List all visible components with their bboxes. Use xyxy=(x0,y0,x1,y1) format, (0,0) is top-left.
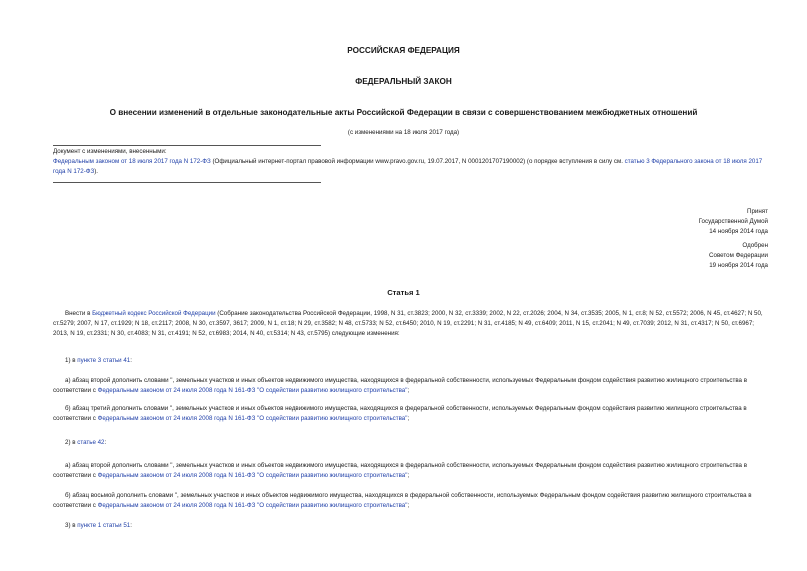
item-2b-link[interactable]: Федеральным законом от 24 июля 2008 года N 161-ФЗ "О содействии развитию жилищного строительства" xyxy=(97,501,408,509)
doc-type-heading: ФЕДЕРАЛЬНЫЙ ЗАКОН xyxy=(355,77,452,86)
item-2-post: : xyxy=(104,439,107,446)
amendments-body xyxy=(53,157,773,177)
divider-top xyxy=(53,145,321,146)
law-title: О внесении изменений в отдельные законодательные акты Российской Федерации в связи с совершенствованием межбюджетных отношений xyxy=(109,108,698,117)
budget-code-link[interactable]: Бюджетный кодекс Российской Федерации xyxy=(92,310,216,317)
item-1-link[interactable]: пункте 3 статьи 41 xyxy=(77,357,131,364)
item-1-post: : xyxy=(130,357,132,364)
item-1b-paragraph xyxy=(53,404,769,424)
item-1b-post: ; xyxy=(407,414,410,422)
council-date: 19 ноября 2014 года xyxy=(709,261,768,269)
item-2b-post: ; xyxy=(407,501,410,509)
item-1a-post: ; xyxy=(407,386,410,394)
item-2a-paragraph xyxy=(53,461,769,481)
amendment-law-link[interactable]: Федеральным законом от 18 июля 2017 года N 172-ФЗ xyxy=(53,157,211,165)
item-3-paragraph xyxy=(53,521,769,531)
item-1a-text: а) абзац второй дополнить словами ", земельных участков и иных объектов недвижимого имущества, находящихся в федеральной собственности, используемых Федеральным фондом содействия развитию жилищного строительства в соответствии с xyxy=(53,377,748,394)
duma-date: 14 ноября 2014 года xyxy=(709,227,768,235)
amendments-label: Документ с изменениями, внесенными: xyxy=(53,148,167,155)
item-3-link[interactable]: пункте 1 статьи 51 xyxy=(77,522,131,529)
amendment-article-link[interactable]: статью 3 Федерального закона от 18 июля 2017 года N 172-ФЗ xyxy=(53,157,763,175)
intro-pre-text: Внести в xyxy=(65,310,93,317)
adoption-council xyxy=(709,241,768,271)
adoption-duma xyxy=(699,207,768,237)
item-3-post: : xyxy=(130,522,132,529)
item-2-paragraph xyxy=(53,438,769,448)
item-2b-paragraph xyxy=(53,491,769,511)
item-1a-paragraph xyxy=(53,376,769,396)
item-1a-link[interactable]: Федеральным законом от 24 июля 2008 года N 161-ФЗ "О содействии развитию жилищного строительства" xyxy=(97,386,408,394)
item-1-pre: 1) в xyxy=(65,357,78,364)
item-3-pre: 3) в xyxy=(65,522,78,529)
country-heading: РОССИЙСКАЯ ФЕДЕРАЦИЯ xyxy=(347,46,460,55)
article-title: Статья 1 xyxy=(387,288,420,297)
item-1b-text: б) абзац третий дополнить словами ", земельных участков и иных объектов недвижимого имущества, находящихся в федеральной собственности, используемых Федеральным фондом содействия развитию жилищного строительства в соответствии с xyxy=(53,405,747,422)
item-2a-text: а) абзац второй дополнить словами ", земельных участков и иных объектов недвижимого имущества, находящихся в федеральной собственности, используемых Федеральным фондом содействия развитию жилищного строительства в соответствии с xyxy=(53,462,748,479)
amendment-source-text: (Официальный интернет-портал правовой информации www.pravo.gov.ru, 19.07.2017, N 0001201707190002) (о порядке вступления в силу см. xyxy=(210,157,625,165)
approved-label: Одобрен xyxy=(742,242,768,249)
duma-label: Государственной Думой xyxy=(698,217,768,225)
item-1-paragraph xyxy=(53,356,769,366)
item-2-pre: 2) в xyxy=(65,439,78,446)
amendments-note xyxy=(53,147,773,177)
council-label: Советом Федерации xyxy=(709,251,768,259)
adopted-label: Принят xyxy=(747,208,768,215)
item-2a-post: ; xyxy=(407,471,410,479)
item-1b-link[interactable]: Федеральным законом от 24 июля 2008 года N 161-ФЗ "О содействии развитию жилищного строительства" xyxy=(97,414,408,422)
intro-text: (Собрание законодательства Российской Федерации, 1998, N 31, ст.3823; 2000, N 32, ст.3339; 2002, N 22, ст.2026; 2004, N 34, ст.3535; 2005, N 1, ст.8; N 52, ст.5572; 2006, N 45, ст.4627; N 50, ст.5279; 2007, N 17, ст.1929; N 18, ст.2117; 2008, N 30, ст.3597, 3617; 2009, N 1, ст.18; N 29, ст.3582; N 48, ст.5733; N 52, ст.6450; 2010, N 19, ст.2291; N 31, ст.4185; N 49, ст.6409; 2011, N 15, ст.2041; N 49, ст.7039; 2012, N 31, ст.4317; N 50, ст.6967; 2013, N 19, ст.2331; N 30, ст.4083; N 31, ст.4191; N 52, ст.6983; 2014, N 40, ст.5314; N 43, ст.5795) следующие изменения: xyxy=(53,310,763,337)
divider-bottom xyxy=(53,182,321,183)
item-2b-text: б) абзац восьмой дополнить словами ", земельных участков и иных объектов недвижимого имущества, находящихся в федеральной собственности, используемых Федеральным фондом содействия развитию жилищного строительства в соответствии с xyxy=(53,492,752,509)
item-2-link[interactable]: статье 42 xyxy=(77,439,105,446)
item-2a-link[interactable]: Федеральным законом от 24 июля 2008 года N 161-ФЗ "О содействии развитию жилищного строительства" xyxy=(97,471,408,479)
article-intro-paragraph xyxy=(53,309,769,339)
amendment-close-text: ). xyxy=(94,167,98,175)
revision-note: (с изменениями на 18 июля 2017 года) xyxy=(347,129,460,136)
